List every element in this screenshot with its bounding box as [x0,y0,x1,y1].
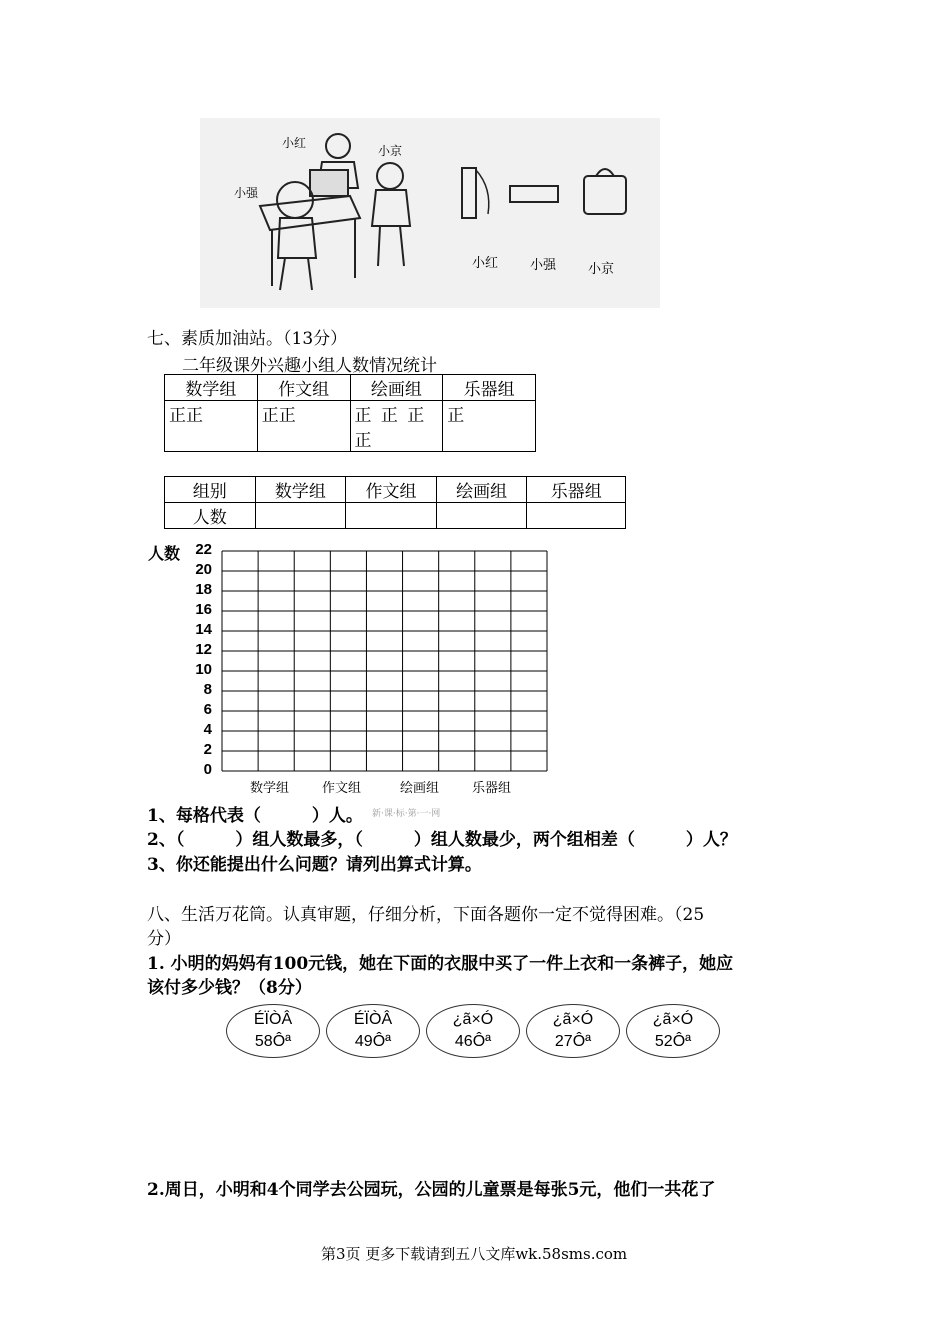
tally-header: 乐器组 [443,375,536,401]
y-tick-label: 18 [195,581,212,598]
count-header: 数学组 [255,477,346,503]
question-3: 3、你还能提出什么问题？请列出算式计算。 [147,855,482,875]
x-category-label: 作文组 [322,781,362,796]
tally-cell: 正正 [165,401,258,452]
tally-table-title: 二年级课外兴趣小组人数情况统计 [182,356,437,376]
y-tick-label: 8 [203,681,212,698]
clothing-name: ¿ã×Ó [552,1011,594,1028]
watermark: 新·课·标·第·一·网 [372,809,441,819]
price-oval [426,1004,520,1058]
tally-header: 数学组 [165,375,258,401]
clothing-name: ¿ã×Ó [652,1011,694,1028]
section7-heading: 七、素质加油站。（13分） [147,329,348,349]
page-footer: 第3页 更多下载请到五八文库wk.58sms.com [321,1245,628,1263]
clothing-name: ÉÏÒÂ [353,1011,393,1028]
y-tick-label: 6 [203,701,212,718]
item-label-3: 小京 [588,262,615,277]
question-1: 1、每格代表（ ）人。 [147,806,363,826]
tally-header: 作文组 [257,375,350,401]
problem-2: 2.周日，小明和4个同学去公园玩，公园的儿童票是每张5元，他们一共花了 [147,1180,716,1200]
child-label-xiaojing: 小京 [378,144,403,158]
item-label-2: 小强 [530,258,557,273]
tally-cell: 正 [443,401,536,452]
tally-header: 绘画组 [350,375,443,401]
tally-cell: 正正 [257,401,350,452]
y-tick-label: 12 [195,641,212,658]
y-tick-label: 2 [203,741,212,758]
tally-cell: 正 正 正 正 [350,401,443,452]
price-oval [326,1004,420,1058]
item-label-1: 小红 [472,256,499,271]
clothing-name: ¿ã×Ó [452,1011,494,1028]
x-category-label: 乐器组 [472,781,512,796]
y-tick-label: 16 [195,601,212,618]
count-header: 乐器组 [527,477,626,503]
clothing-price: 49Ôª [354,1033,392,1050]
y-tick-label: 4 [203,721,212,738]
clothing-price: 46Ôª [454,1033,492,1050]
clothing-price: 27Ôª [554,1033,592,1050]
y-tick-label: 0 [203,761,212,778]
question-2: 2、（ ）组人数最多，（ ）组人数最少，两个组相差（ ）人？ [147,830,737,850]
price-oval [526,1004,620,1058]
child-label-xiaohong: 小红 [282,136,307,150]
count-header: 组别 [165,477,256,503]
problem-1: 1. 小明的妈妈有100元钱，她在下面的衣服中买了一件上衣和一条裤子，她应 [147,954,734,974]
count-header: 绘画组 [436,477,527,503]
x-category-label: 数学组 [250,781,290,796]
count-header: 作文组 [346,477,437,503]
clothing-price: 58Ôª [254,1033,292,1050]
section8-heading-cont: 分） [147,929,181,949]
section8-heading: 八、生活万花筒。认真审题，仔细分析，下面各题你一定不觉得困难。（25 [147,905,705,925]
child-label-xiaoqiang: 小强 [234,186,259,200]
y-tick-label: 14 [195,621,212,638]
y-tick-label: 22 [195,541,212,558]
clothing-price: 52Ôª [654,1033,692,1050]
x-category-label: 绘画组 [400,781,440,796]
price-oval [226,1004,320,1058]
problem-1-cont: 该付多少钱？（8分） [147,978,312,998]
y-tick-label: 20 [195,561,212,578]
chart-ylabel: 人数 [148,544,181,563]
clothing-name: ÉÏÒÂ [253,1011,293,1028]
count-row-label: 人数 [165,503,256,529]
price-oval [626,1004,720,1058]
y-tick-label: 10 [195,661,212,678]
